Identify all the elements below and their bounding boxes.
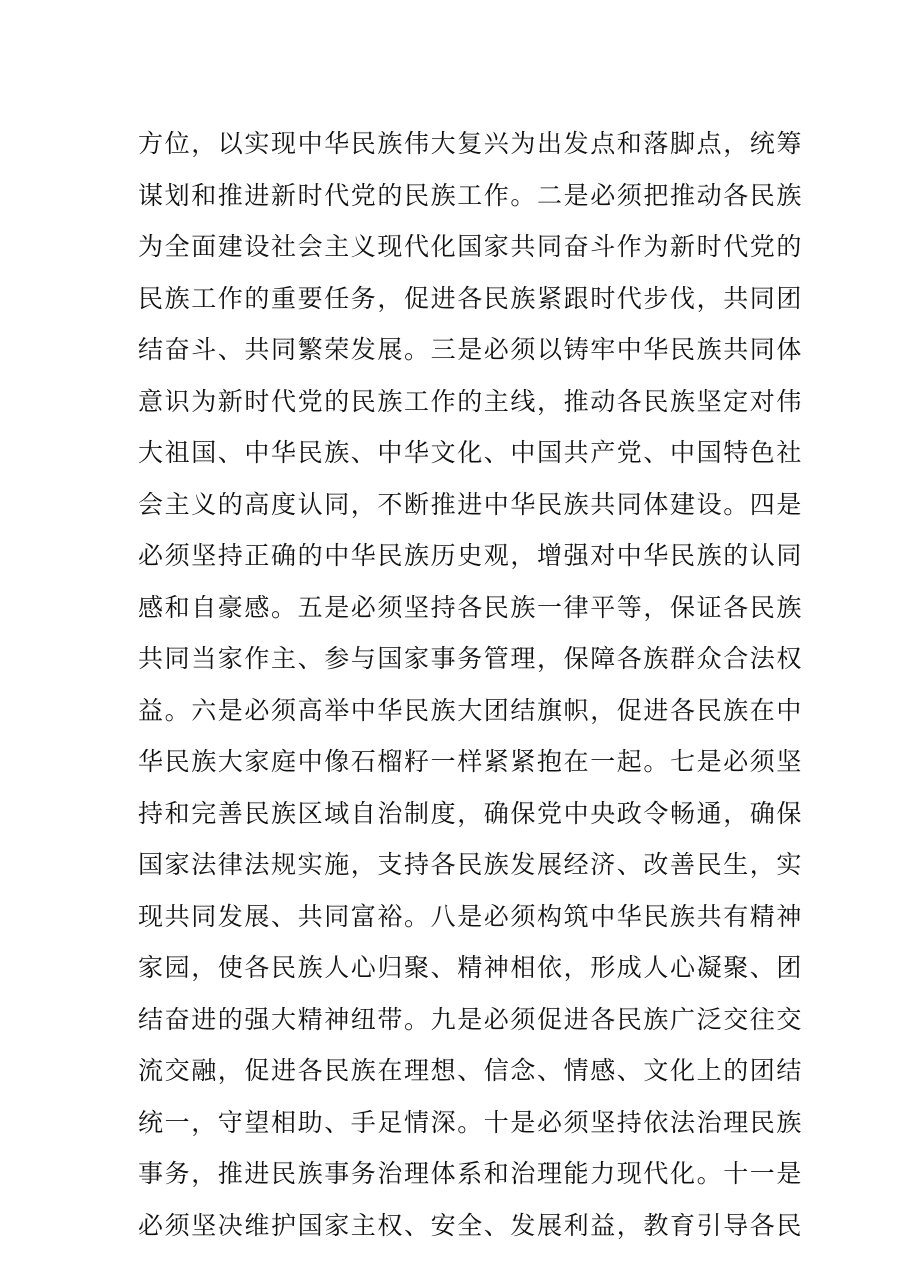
text-line: 结奋斗、共同繁荣发展。三是必须以铸牢中华民族共同体	[138, 335, 804, 364]
text-line: 意识为新时代党的民族工作的主线，推动各民族坚定对伟	[138, 386, 804, 416]
text-line: 持和完善民族区域自治制度，确保党中央政令畅通，确保	[138, 798, 804, 828]
body-paragraph	[138, 118, 804, 1251]
text-line: 结奋进的强大精神纽带。九是必须促进各民族广泛交往交	[138, 1004, 804, 1034]
text-line: 共同当家作主、参与国家事务管理，保障各族群众合法权	[138, 644, 804, 673]
text-line: 谋划和推进新时代党的民族工作。二是必须把推动各民族	[138, 180, 804, 210]
text-line: 事务，推进民族事务治理体系和治理能力现代化。十一是	[138, 1159, 804, 1188]
text-line: 华民族大家庭中像石榴籽一样紧紧抱在一起。七是必须坚	[138, 747, 804, 776]
text-line: 方位，以实现中华民族伟大复兴为出发点和落脚点，统筹	[138, 129, 804, 158]
text-line: 国家法律法规实施，支持各民族发展经济、改善民生，实	[138, 850, 804, 879]
text-line: 必须坚决维护国家主权、安全、发展利益，教育引导各民	[138, 1210, 804, 1240]
text-line: 统一，守望相助、手足情深。十是必须坚持依法治理民族	[138, 1107, 804, 1137]
text-line: 为全面建设社会主义现代化国家共同奋斗作为新时代党的	[138, 232, 804, 261]
text-line: 感和自豪感。五是必须坚持各民族一律平等，保证各民族	[138, 592, 804, 622]
text-line: 大祖国、中华民族、中华文化、中国共产党、中国特色社	[138, 438, 804, 467]
text-line: 益。六是必须高举中华民族大团结旗帜，促进各民族在中	[138, 695, 804, 725]
text-line: 现共同发展、共同富裕。八是必须构筑中华民族共有精神	[138, 901, 804, 931]
text-line: 家园，使各民族人心归聚、精神相依，形成人心凝聚、团	[138, 953, 804, 982]
text-line: 必须坚持正确的中华民族历史观，增强对中华民族的认同	[138, 541, 804, 570]
text-line: 民族工作的重要任务，促进各民族紧跟时代步伐，共同团	[138, 283, 804, 313]
text-line: 会主义的高度认同，不断推进中华民族共同体建设。四是	[138, 489, 804, 519]
text-line: 流交融，促进各民族在理想、信念、情感、文化上的团结	[138, 1056, 804, 1085]
